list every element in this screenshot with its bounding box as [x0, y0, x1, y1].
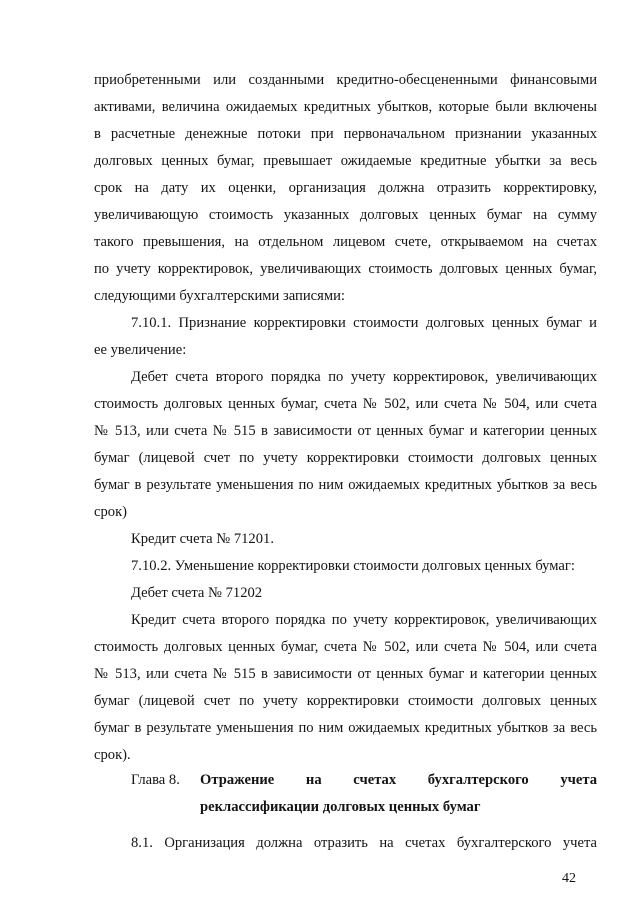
text-line: Дебет счета второго порядка по учету корректировок, увеличивающих: [131, 369, 597, 385]
text-line: бумаг в результате уменьшения по ним ожидаемых кредитных убытков за весь: [94, 720, 597, 736]
text-line: ее увеличение:: [94, 342, 187, 358]
text-line: Кредит счета второго порядка по учету корректировок, увеличивающих: [131, 612, 597, 628]
chapter-label: Глава 8.: [131, 772, 180, 788]
text-line: увеличивающую стоимость указанных долговых ценных бумаг на сумму: [94, 207, 597, 223]
text-line: № 513, или счета № 515 в зависимости от ценных бумаг и категории ценных: [94, 666, 597, 682]
text-line: бумаг в результате уменьшения по ним ожидаемых кредитных убытков за весь: [94, 477, 597, 493]
text-line: приобретенными или созданными кредитно-обесцененными финансовыми: [94, 72, 597, 88]
debit-entry-2: Дебет счета № 71202: [131, 585, 263, 601]
text-line: стоимость долговых ценных бумаг, счета № 502, или счета № 504, или счета: [94, 396, 597, 412]
text-line: в расчетные денежные потоки при первоначальном признании указанных: [94, 126, 597, 142]
text-line: по учету корректировок, увеличивающих стоимость долговых ценных бумаг,: [94, 261, 597, 277]
chapter-title-continued: реклассификации долговых ценных бумаг: [200, 799, 481, 815]
text-line: бумаг (лицевой счет по учету корректировки стоимости долговых ценных: [94, 693, 597, 709]
clause-7-10-2: 7.10.2. Уменьшение корректировки стоимости долговых ценных бумаг:: [131, 558, 575, 574]
text-line: срок).: [94, 747, 131, 763]
text-line: срок на дату их оценки, организация должна отразить корректировку,: [94, 180, 597, 196]
clause-8-1: 8.1. Организация должна отразить на счетах бухгалтерского учета: [131, 835, 597, 851]
page-number: 42: [562, 871, 576, 886]
credit-entry-1: Кредит счета № 71201.: [131, 531, 274, 547]
text-line: бумаг (лицевой счет по учету корректировки стоимости долговых ценных: [94, 450, 597, 466]
text-line: такого превышения, на отдельном лицевом счете, открываемом на счетах: [94, 234, 597, 250]
text-line: срок): [94, 504, 128, 520]
text-line: активами, величина ожидаемых кредитных убытков, которые были включены: [94, 99, 597, 115]
chapter-title: Отражение на счетах бухгалтерского учета: [200, 772, 597, 788]
text-line: № 513, или счета № 515 в зависимости от ценных бумаг и категории ценных: [94, 423, 597, 439]
text-line: стоимость долговых ценных бумаг, счета № 502, или счета № 504, или счета: [94, 639, 597, 655]
text-line: 7.10.1. Признание корректировки стоимости долговых ценных бумаг и: [131, 315, 597, 331]
text-line: долговых ценных бумаг, превышает ожидаемые кредитные убытки за весь: [94, 153, 597, 169]
text-line: следующими бухгалтерскими записями:: [94, 288, 345, 304]
